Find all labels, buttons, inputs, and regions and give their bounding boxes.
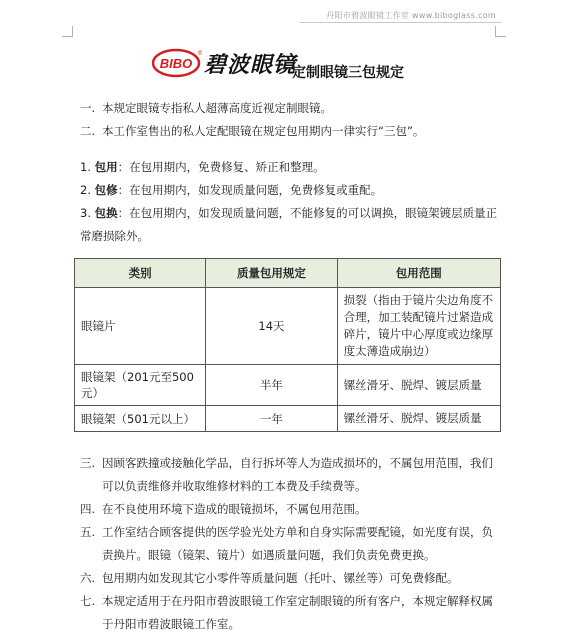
- header-rule: [300, 22, 502, 23]
- table-row: [75, 406, 501, 432]
- list-item: [80, 521, 500, 567]
- column-header-period: 质量包用规定: [206, 259, 337, 288]
- item-text: 因顾客跌撞或接触化学品，自行拆坏等人为造成损坏的，不属包用范围，我们可以负责维修并收取维修材料的工本费及手续费等。: [102, 456, 493, 493]
- item-term: 包修: [94, 183, 118, 197]
- cell-period: 14天: [206, 288, 337, 365]
- list-item: [80, 590, 500, 636]
- list-item: [80, 567, 500, 590]
- cell-category: 眼镜架（501元以上）: [75, 406, 206, 432]
- item-number: 四.: [80, 502, 96, 516]
- cell-scope: 镙丝滑牙、脱焊、镀层质量: [337, 406, 500, 432]
- list-item: [80, 97, 500, 120]
- item-text: ：在包用期内，免费修复、矫正和整理。: [117, 160, 325, 174]
- logo-text: BIBO: [159, 56, 193, 71]
- item-number: 2.: [80, 183, 91, 197]
- rules-list: [80, 452, 500, 636]
- intro-list: [80, 97, 500, 143]
- svg-text:®: ®: [198, 51, 202, 57]
- item-text: 工作室结合顾客提供的医学验光处方单和自身实际需要配镜，如光度有误，负责换片。眼镜（镜架、镜片）如遇质量问题，我们负责免费更换。: [102, 525, 493, 562]
- three-guarantees-list: [80, 156, 500, 248]
- item-number: 五.: [80, 525, 96, 539]
- item-number: 二.: [80, 124, 96, 138]
- item-number: 1.: [80, 160, 91, 174]
- list-item: [80, 156, 500, 179]
- list-item: [80, 452, 500, 498]
- running-header: 丹阳市碧波眼镜工作室 www.biboglass.com: [326, 11, 496, 20]
- table-row: [75, 288, 501, 365]
- item-text: ：在包用期内，如发现质量问题，不能修复的可以调换，眼镜架镀层质量正常磨损除外。: [80, 206, 498, 243]
- item-text: 在不良使用环境下造成的眼镜损坏，不属包用范围。: [102, 502, 367, 516]
- warranty-table: [74, 258, 501, 432]
- bibo-logo-icon: [152, 48, 202, 78]
- document-title: 定制眼镜三包规定: [292, 65, 404, 81]
- list-item: [80, 120, 500, 143]
- item-text: 本规定眼镜专指私人超薄高度近视定制眼镜。: [102, 101, 332, 115]
- item-number: 三.: [80, 456, 96, 470]
- item-number: 六.: [80, 571, 96, 585]
- item-term: 包换: [94, 206, 118, 220]
- item-text: 本工作室售出的私人定配眼镜在规定包用期内一律实行“三包”。: [102, 124, 425, 138]
- margin-corner-mark: [495, 26, 506, 37]
- column-header-scope: 包用范围: [337, 259, 500, 288]
- margin-corner-mark: [62, 26, 73, 37]
- item-text: 本规定适用于在丹阳市碧波眼镜工作室定制眼镜的所有客户，本规定解释权属于丹阳市碧波眼镜工作室。: [102, 594, 493, 631]
- column-header-category: 类别: [75, 259, 206, 288]
- cell-category: 眼镜架（201元至500元）: [75, 365, 206, 406]
- cell-period: 半年: [206, 365, 337, 406]
- item-term: 包用: [94, 160, 118, 174]
- list-item: [80, 202, 500, 248]
- cell-category: 眼镜片: [75, 288, 206, 365]
- table-header-row: [75, 259, 501, 288]
- item-number: 七.: [80, 594, 96, 608]
- item-number: 一.: [80, 101, 96, 115]
- cell-scope: 镙丝滑牙、脱焊、镀层质量: [337, 365, 500, 406]
- table-row: [75, 365, 501, 406]
- cell-period: 一年: [206, 406, 337, 432]
- list-item: [80, 179, 500, 202]
- item-number: 3.: [80, 206, 91, 220]
- brand-name: 碧波眼镜: [204, 52, 297, 78]
- item-text: 包用期内如发现其它小零件等质量问题（托叶、镙丝等）可免费修配。: [102, 571, 459, 585]
- list-item: [80, 498, 500, 521]
- item-text: ：在包用期内，如发现质量问题，免费修复或重配。: [117, 183, 383, 197]
- cell-scope: 损裂（指由于镜片尖边角度不合理，加工装配镜片过紧造成碎片，镜片中心厚度或边缘厚度太薄造成崩边）: [337, 288, 500, 365]
